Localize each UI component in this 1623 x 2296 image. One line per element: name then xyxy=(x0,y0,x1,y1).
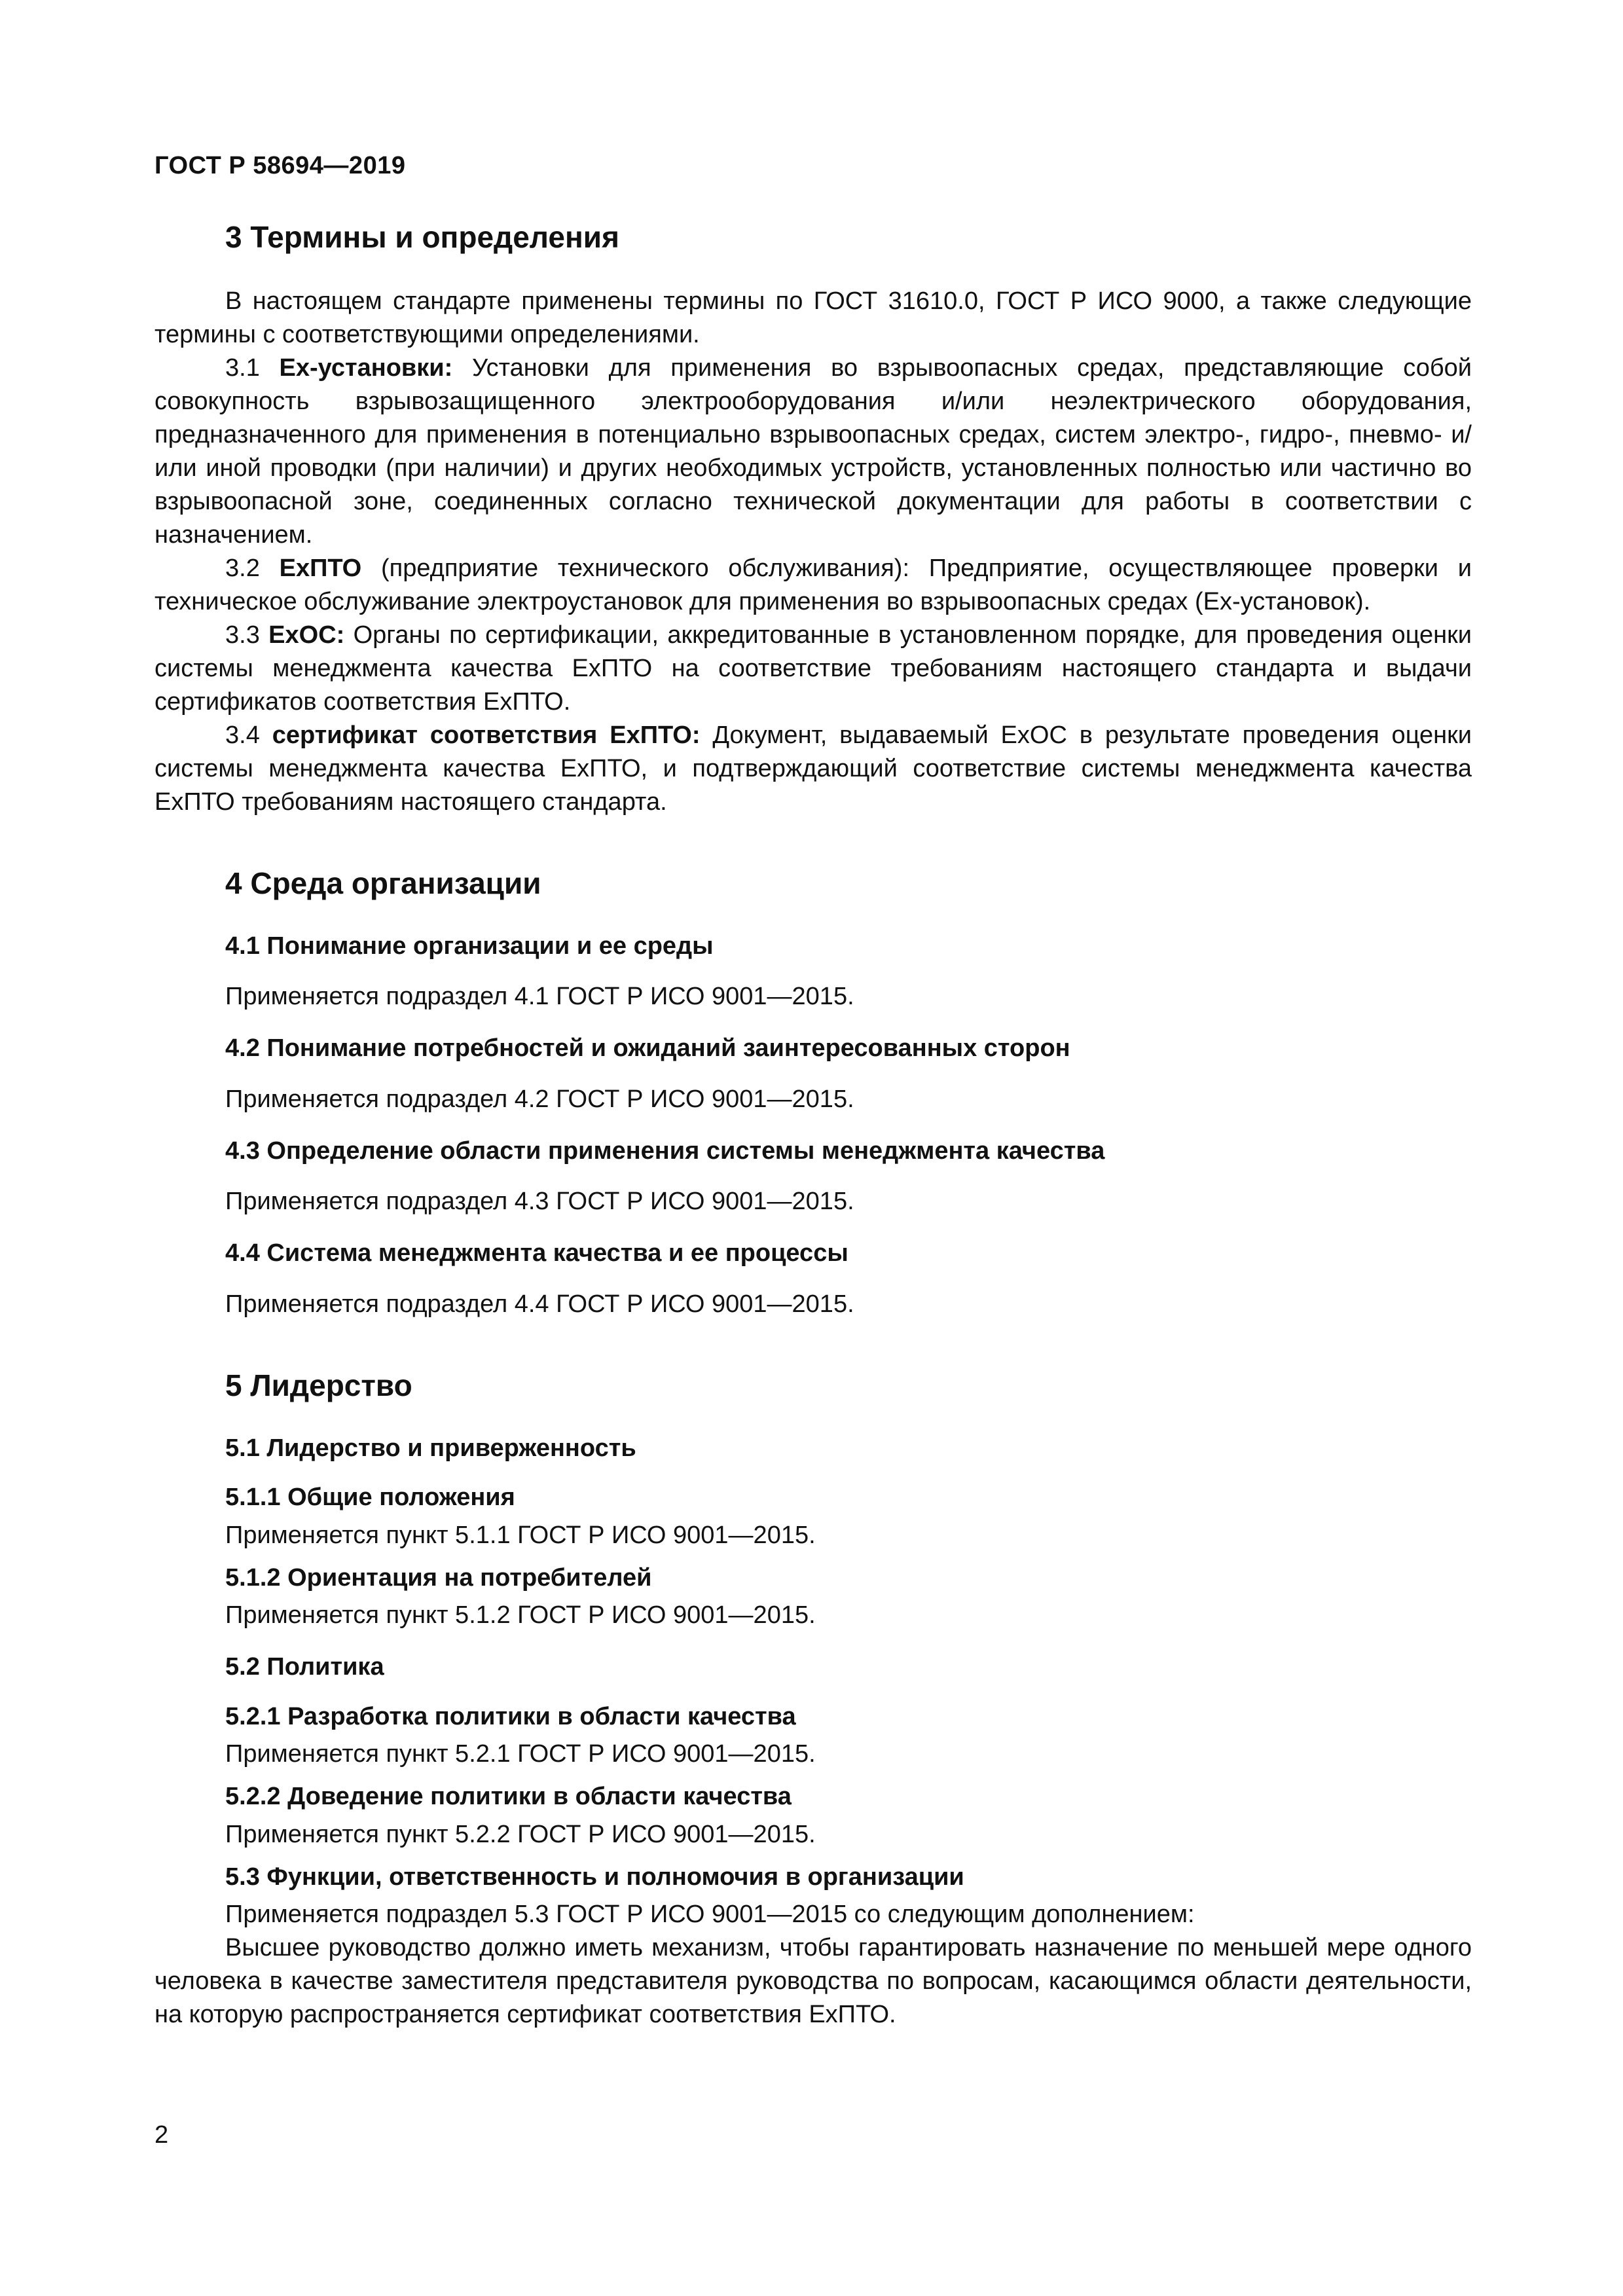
subsection-5-3-title: 5.3 Функции, ответственность и полномочия в организации xyxy=(225,1863,964,1891)
clause-5-2-2-title: 5.2.2 Доведение политики в области качества xyxy=(225,1783,792,1811)
subsection-5-1-title: 5.1 Лидерство и приверженность xyxy=(225,1434,636,1462)
clause-5-2-1-title: 5.2.1 Разработка политики в области качества xyxy=(225,1702,796,1730)
subsection-4-3-text: Применяется подраздел 4.3 ГОСТ Р ИСО 9001—2015. xyxy=(225,1188,854,1216)
clause-5-1-1-text: Применяется пункт 5.1.1 ГОСТ Р ИСО 9001—2015. xyxy=(225,1521,816,1549)
term-name: Ex-установки: xyxy=(279,354,453,382)
term-name: сертификат соответствия ExПТО: xyxy=(272,721,701,749)
term-name: ExOC: xyxy=(268,621,345,649)
section-3-title: 3 Термины и определения xyxy=(225,220,619,254)
term-3-1 xyxy=(155,352,1472,552)
section-4-title: 4 Среда организации xyxy=(225,866,541,900)
subsection-4-2-text: Применяется подраздел 4.2 ГОСТ Р ИСО 9001—2015. xyxy=(225,1085,854,1113)
page-number: 2 xyxy=(155,2121,169,2149)
term-number: 3.4 xyxy=(225,721,272,749)
subsection-5-3-addition: Высшее руководство должно иметь механизм, чтобы гарантировать назначение по меньшей мере одного человека в качестве заместителя представителя руководства по вопросам, касающимся области деятельности, на которую распространяется сертификат соответствия ExПТО. xyxy=(155,1934,1472,2029)
document-content xyxy=(155,220,1472,2032)
clause-5-2-2-text: Применяется пункт 5.2.2 ГОСТ Р ИСО 9001—2015. xyxy=(225,1820,816,1848)
term-name: ExПТО xyxy=(279,554,362,582)
clause-5-1-1-title: 5.1.1 Общие положения xyxy=(225,1484,515,1512)
document-header: ГОСТ Р 58694—2019 xyxy=(155,152,406,179)
subsection-4-4-title: 4.4 Система менеджмента качества и ее процессы xyxy=(225,1239,848,1267)
term-3-3 xyxy=(155,619,1472,719)
term-definition: Органы по сертификации, аккредитованные в установленном порядке, для проведения оценки системы менеджмента качества ExПТО на соответствие требованиям настоящего стандарта и выдачи сертификатов соответствия ExПТО. xyxy=(155,621,1472,716)
term-number: 3.3 xyxy=(225,621,269,649)
term-definition: Установки для применения во взрывоопасных средах, представляющие собой совокупность взрывозащищенного электрооборудования и/или неэлектрического оборудования, предназначенного для применения в потенциально взрывоопасных средах, систем электро-, гидро-, пневмо- и/или иной проводки (при наличии) и других необходимых устройств, установленных полностью или частично во взрывоопасной зоне, соединенных согласно технической документации для работы в соответствии с назначением. xyxy=(155,354,1472,549)
clause-5-1-2-title: 5.1.2 Ориентация на потребителей xyxy=(225,1563,652,1592)
subsection-5-3-text: Применяется подраздел 5.3 ГОСТ Р ИСО 9001—2015 со следующим дополнением: xyxy=(225,1901,1195,1929)
term-number: 3.1 xyxy=(225,354,280,382)
section-3-intro: В настоящем стандарте применены термины по ГОСТ 31610.0, ГОСТ Р ИСО 9000, а также следующие термины с соответствующими определениями. xyxy=(155,287,1472,348)
term-3-2 xyxy=(155,552,1472,619)
subsection-5-2-title: 5.2 Политика xyxy=(225,1653,384,1681)
section-5-title: 5 Лидерство xyxy=(225,1368,412,1402)
term-definition: (предприятие технического обслуживания): Предприятие, осуществляющее проверки и техническое обслуживание электроустановок для применения во взрывоопасных средах (Ex-установок). xyxy=(155,554,1472,615)
subsection-4-2-title: 4.2 Понимание потребностей и ожиданий заинтересованных сторон xyxy=(225,1034,1070,1063)
term-number: 3.2 xyxy=(225,554,280,582)
term-3-4 xyxy=(155,719,1472,819)
subsection-4-4-text: Применяется подраздел 4.4 ГОСТ Р ИСО 9001—2015. xyxy=(225,1290,854,1318)
subsection-4-1-title: 4.1 Понимание организации и ее среды xyxy=(225,932,714,960)
term-definition: Документ, выдаваемый ExOC в результате проведения оценки системы менеджмента качества ExПТО, и подтверждающий соответствие системы менеджмента качества ExПТО требованиям настоящего стандарта. xyxy=(155,721,1472,816)
subsection-4-1-text: Применяется подраздел 4.1 ГОСТ Р ИСО 9001—2015. xyxy=(225,983,854,1011)
clause-5-1-2-text: Применяется пункт 5.1.2 ГОСТ Р ИСО 9001—2015. xyxy=(225,1601,816,1630)
clause-5-2-1-text: Применяется пункт 5.2.1 ГОСТ Р ИСО 9001—2015. xyxy=(225,1740,816,1768)
subsection-4-3-title: 4.3 Определение области применения системы менеджмента качества xyxy=(225,1137,1105,1165)
